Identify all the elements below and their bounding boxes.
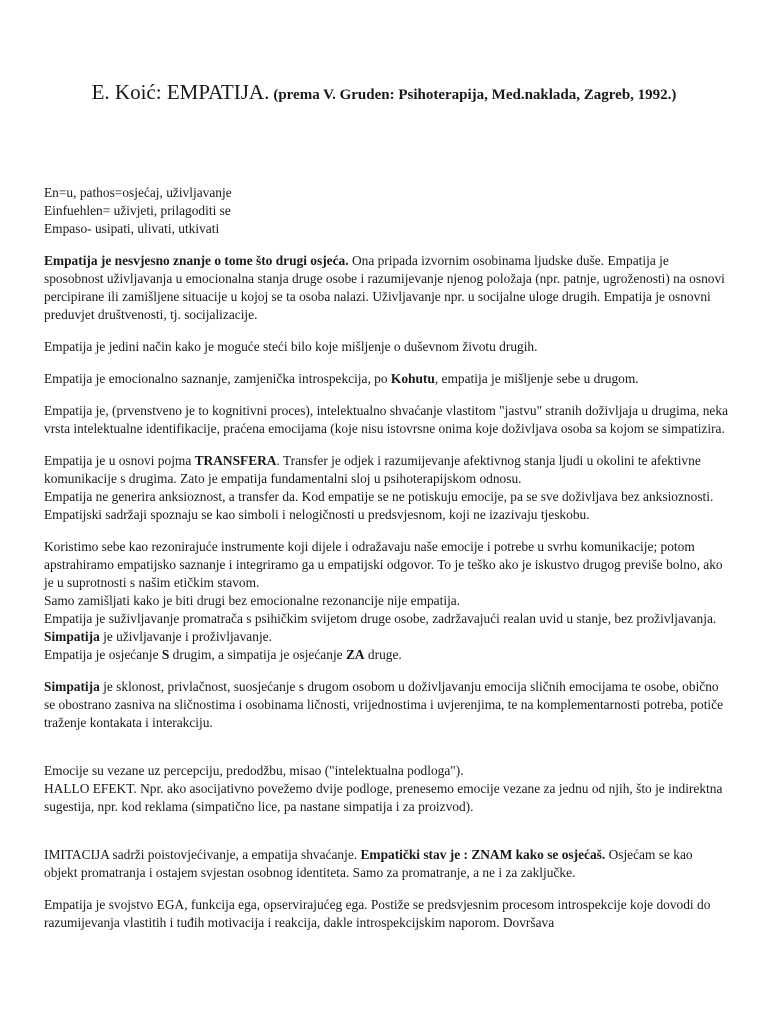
paragraph-text: Emocije su vezane uz percepciju, predodžbu, misao ("intelektualna podloga").: [44, 763, 464, 778]
bold-za: ZA: [345, 647, 365, 662]
paragraph-text: Samo zamišljati kako je biti drugi bez emocionalne rezonancije nije empatija.: [44, 593, 461, 608]
bold-s: S: [161, 647, 170, 662]
paragraph-text: druge.: [364, 647, 402, 662]
paragraph-text: HALLO EFEKT. Npr. ako asocijativno povežemo dvije podloge, prenesemo emocije vezane za jednu od njih, što je indirektna sugestija, npr. kod reklama (simpatično lice, pa nastane simpatija i za proizvod).: [44, 781, 723, 814]
paragraph-text: , empatija je mišljenje sebe u drugom.: [434, 371, 639, 386]
title-main: E. Koić: EMPATIJA.: [91, 80, 270, 104]
bold-transfer: TRANSFERA: [194, 453, 277, 468]
paragraph-text: Empatija ne generira anksioznost, a transfer da. Kod empatije se ne potiskuju emocije, pa se sve doživljava bez anksioznosti. Empatijski sadržaji spoznaju se kao simboli i nelogičnosti u predsvjesnom, koji ne izazivaju tjeskobu.: [44, 489, 714, 522]
bold-simpatija: Simpatija: [44, 629, 100, 644]
paragraph-line: [44, 610, 728, 646]
paragraph-text: . Transfer je odjek i razumijevanje afektivnog stanja ljudi u okolini te afektivne komunikacije s drugima. Zato je empatija fundamentalni sloj u psihoterapijskom odnosu.: [44, 453, 701, 486]
document-body: [44, 184, 728, 946]
bold-kohut: Kohutu: [390, 371, 435, 386]
etymology-line: Einfuehlen= uživjeti, prilagoditi se: [44, 203, 231, 218]
paragraph-text: Ona pripada izvornim osobinama ljudske duše. Empatija je sposobnost uživljavanja u emocionalna stanja druge osobe i razumijevanje njenog položaja (npr. patnje, ugroženosti) na osnovi percipirane ili zamišljene situacije u kojoj se ta osoba nalazi. Uživljavanje npr. u socijalne uloge drugih. Empatija je osnovni preduvjet društvenosti, tj. socijalizacije.: [44, 253, 725, 322]
document-title: [0, 80, 768, 105]
bold-simpatija: Simpatija: [44, 679, 100, 694]
paragraph-emotions: [44, 762, 728, 816]
paragraph-imitation: [44, 846, 728, 882]
title-source: (prema V. Gruden: Psihoterapija, Med.naklada, Zagreb, 1992.): [273, 87, 677, 103]
paragraph-transfer: [44, 452, 728, 524]
bold-empatic-stance: Empatički stav je : ZNAM kako se osjećaš.: [360, 847, 606, 862]
etymology-line: En=u, pathos=osjećaj, uživljavanje: [44, 185, 232, 200]
paragraph-cognitive: Empatija je, (prvenstveno je to kognitivni proces), intelektualno shvaćanje vlastitom "jastvu" stranih doživljaja u drugima, neka vrsta intelektualne identifikacije, praćena emocijama (koje nisu istovrsne onima koje doživljava osoba sa kojom se simpatizira.: [44, 403, 729, 436]
paragraph-text: IMITACIJA sadrži poistovjećivanje, a empatija shvaćanje.: [44, 847, 361, 862]
paragraph-text: Empatija je emocionalno saznanje, zamjenička introspekcija, po: [44, 371, 391, 386]
bold-definition: Empatija je nesvjesno znanje o tome što drugi osjeća.: [44, 253, 349, 268]
paragraph-definition: [44, 252, 728, 324]
paragraph-text: je sklonost, privlačnost, suosjećanje s drugom osobom u doživljavanju emocija sličnih emocijama te osobe, obično se obostrano zasniva na sličnostima i osobinama ličnosti, vrijednostima i uvjerenjima, te na komplementarnosti potreba, potiče traženje kontakata i interakciju.: [44, 679, 724, 730]
paragraph-text: drugim, a simpatija je osjećanje: [169, 647, 346, 662]
etymology-block: [44, 184, 728, 238]
paragraph-line: [44, 646, 728, 664]
paragraph-resonance: [44, 538, 728, 664]
etymology-line: Empaso- usipati, ulivati, utkivati: [44, 221, 220, 236]
paragraph-only-way: Empatija je jedini način kako je moguće steći bilo koje mišljenje o duševnom životu drugih.: [44, 339, 538, 354]
paragraph-text: Empatija je osjećanje: [44, 647, 162, 662]
paragraph-text: Koristimo sebe kao rezonirajuće instrumente koji dijele i odražavaju naše emocije i potrebe u svrhu komunikacije; potom apstrahiramo empatijsko saznanje i integriramo ga u empatijski odgovor. To je teško ako je iskustvo drugog previše bolno, ako je u suprotnosti s našim etičkim stavom.: [44, 539, 723, 590]
paragraph-simpatija: [44, 678, 728, 732]
paragraph-text: Osjećam se kao objekt promatranja i ostajem svjestan osobnog identiteta. Samo za promatranje, a ne i za zaključke.: [44, 847, 693, 880]
paragraph-kohut: [44, 370, 728, 388]
paragraph-text: Empatija je u osnovi pojma: [44, 453, 195, 468]
paragraph-text: Empatija je suživljavanje promatrača s psihičkim svijetom druge osobe, zadržavajući realan uvid u stanje, bez proživljavanja.: [44, 611, 717, 626]
paragraph-ego: Empatija je svojstvo EGA, funkcija ega, opservirajućeg ega. Postiže se predsvjesnim procesom introspekcije koje dovodi do razumijevanja vlastitih i tuđih motivacija i reakcija, dakle introspekcijskim naporom. Dovršava: [44, 897, 711, 930]
paragraph-text: je uživljavanje i proživljavanje.: [99, 629, 272, 644]
